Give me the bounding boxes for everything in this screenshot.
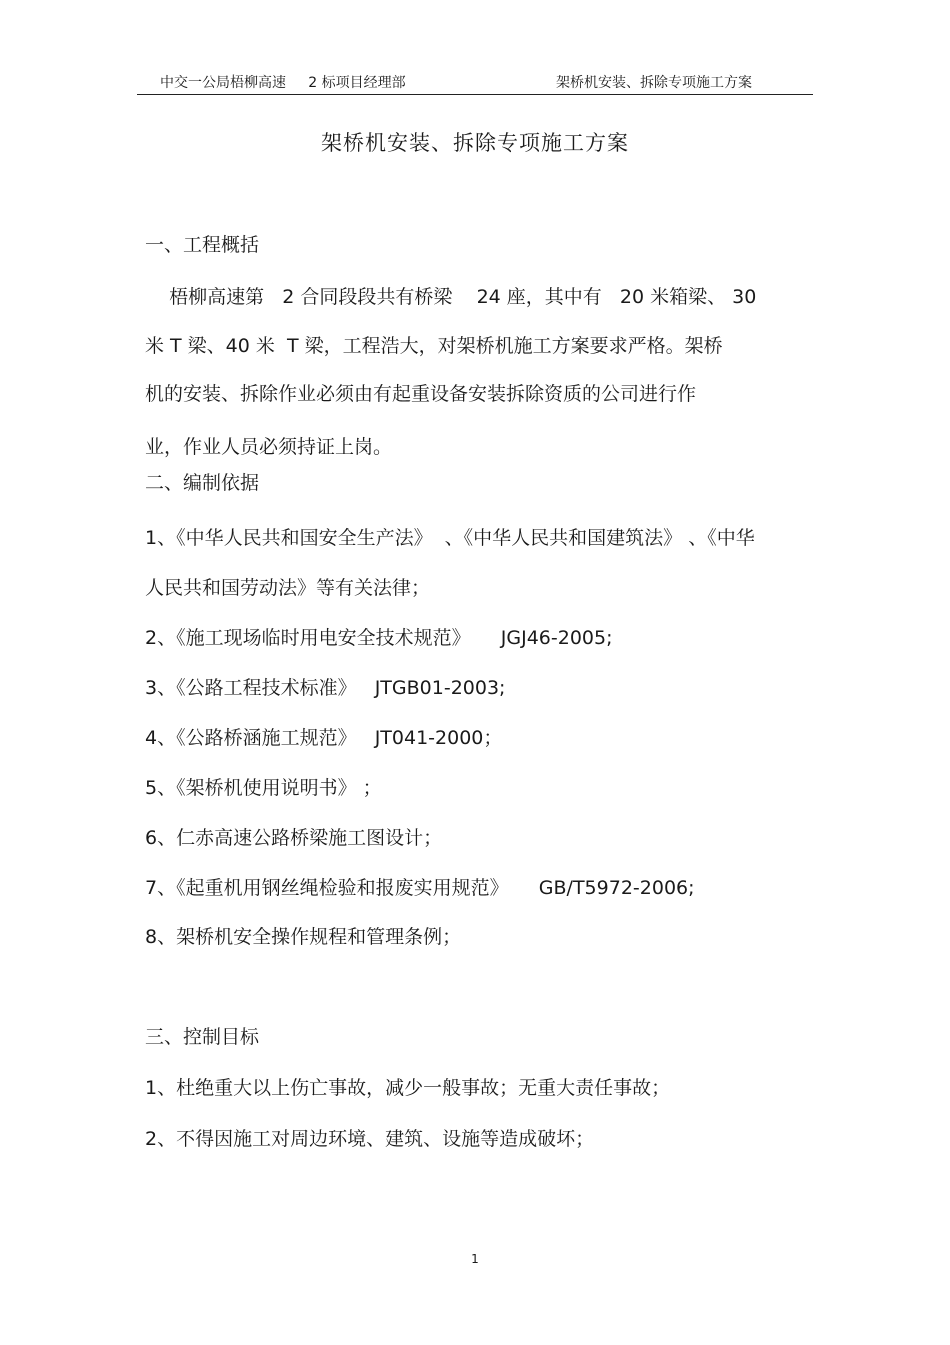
target-item: 2、不得因施工对周边环境、建筑、设施等造成破坏；	[145, 1128, 595, 1150]
paragraph-line: 机的安装、拆除作业必须由有起重设备安装拆除资质的公司进行作	[145, 383, 697, 405]
paragraph-line: 业，作业人员必须持证上岗。	[145, 436, 393, 458]
basis-item: 1、《中华人民共和国安全生产法》 、《中华人民共和国建筑法》 、《中华	[145, 527, 755, 549]
basis-item: 6、仁赤高速公路桥梁施工图设计；	[145, 827, 443, 849]
paragraph-line: 米 T 梁、40 米 T 梁，工程浩大，对架桥机施工方案要求严格。架桥	[145, 335, 723, 357]
basis-item: 7、《起重机用钢丝绳检验和报废实用规范》 GB/T5972-2006;	[145, 877, 695, 899]
basis-item: 2、《施工现场临时用电安全技术规范》 JGJ46-2005;	[145, 627, 613, 649]
target-item: 1、杜绝重大以上伤亡事故，减少一般事故；无重大责任事故；	[145, 1077, 671, 1099]
paragraph-line: 梧柳高速第 2 合同段段共有桥梁 24 座，其中有 20 米箱梁、 30	[145, 286, 757, 308]
document-title: 架桥机安装、拆除专项施工方案	[321, 131, 629, 155]
basis-item: 3、《公路工程技术标准》 JTGB01-2003;	[145, 677, 506, 699]
section-heading-targets: 三、控制目标	[145, 1026, 260, 1048]
basis-item: 4、《公路桥涵施工规范》 JT041-2000；	[145, 727, 503, 749]
section-heading-basis: 二、编制依据	[145, 472, 260, 494]
page-number: 1	[471, 1252, 479, 1266]
basis-item: 5、《架桥机使用说明书》 ；	[145, 777, 382, 799]
header-right: 架桥机安装、拆除专项施工方案	[556, 75, 752, 91]
section-heading-overview: 一、工程概括	[145, 234, 260, 256]
basis-item: 人民共和国劳动法》等有关法律；	[145, 577, 431, 599]
basis-item: 8、架桥机安全操作规程和管理条例；	[145, 926, 462, 948]
header-left: 中交一公局梧柳高速 2 标项目经理部	[160, 75, 406, 91]
header-rule	[137, 94, 813, 95]
